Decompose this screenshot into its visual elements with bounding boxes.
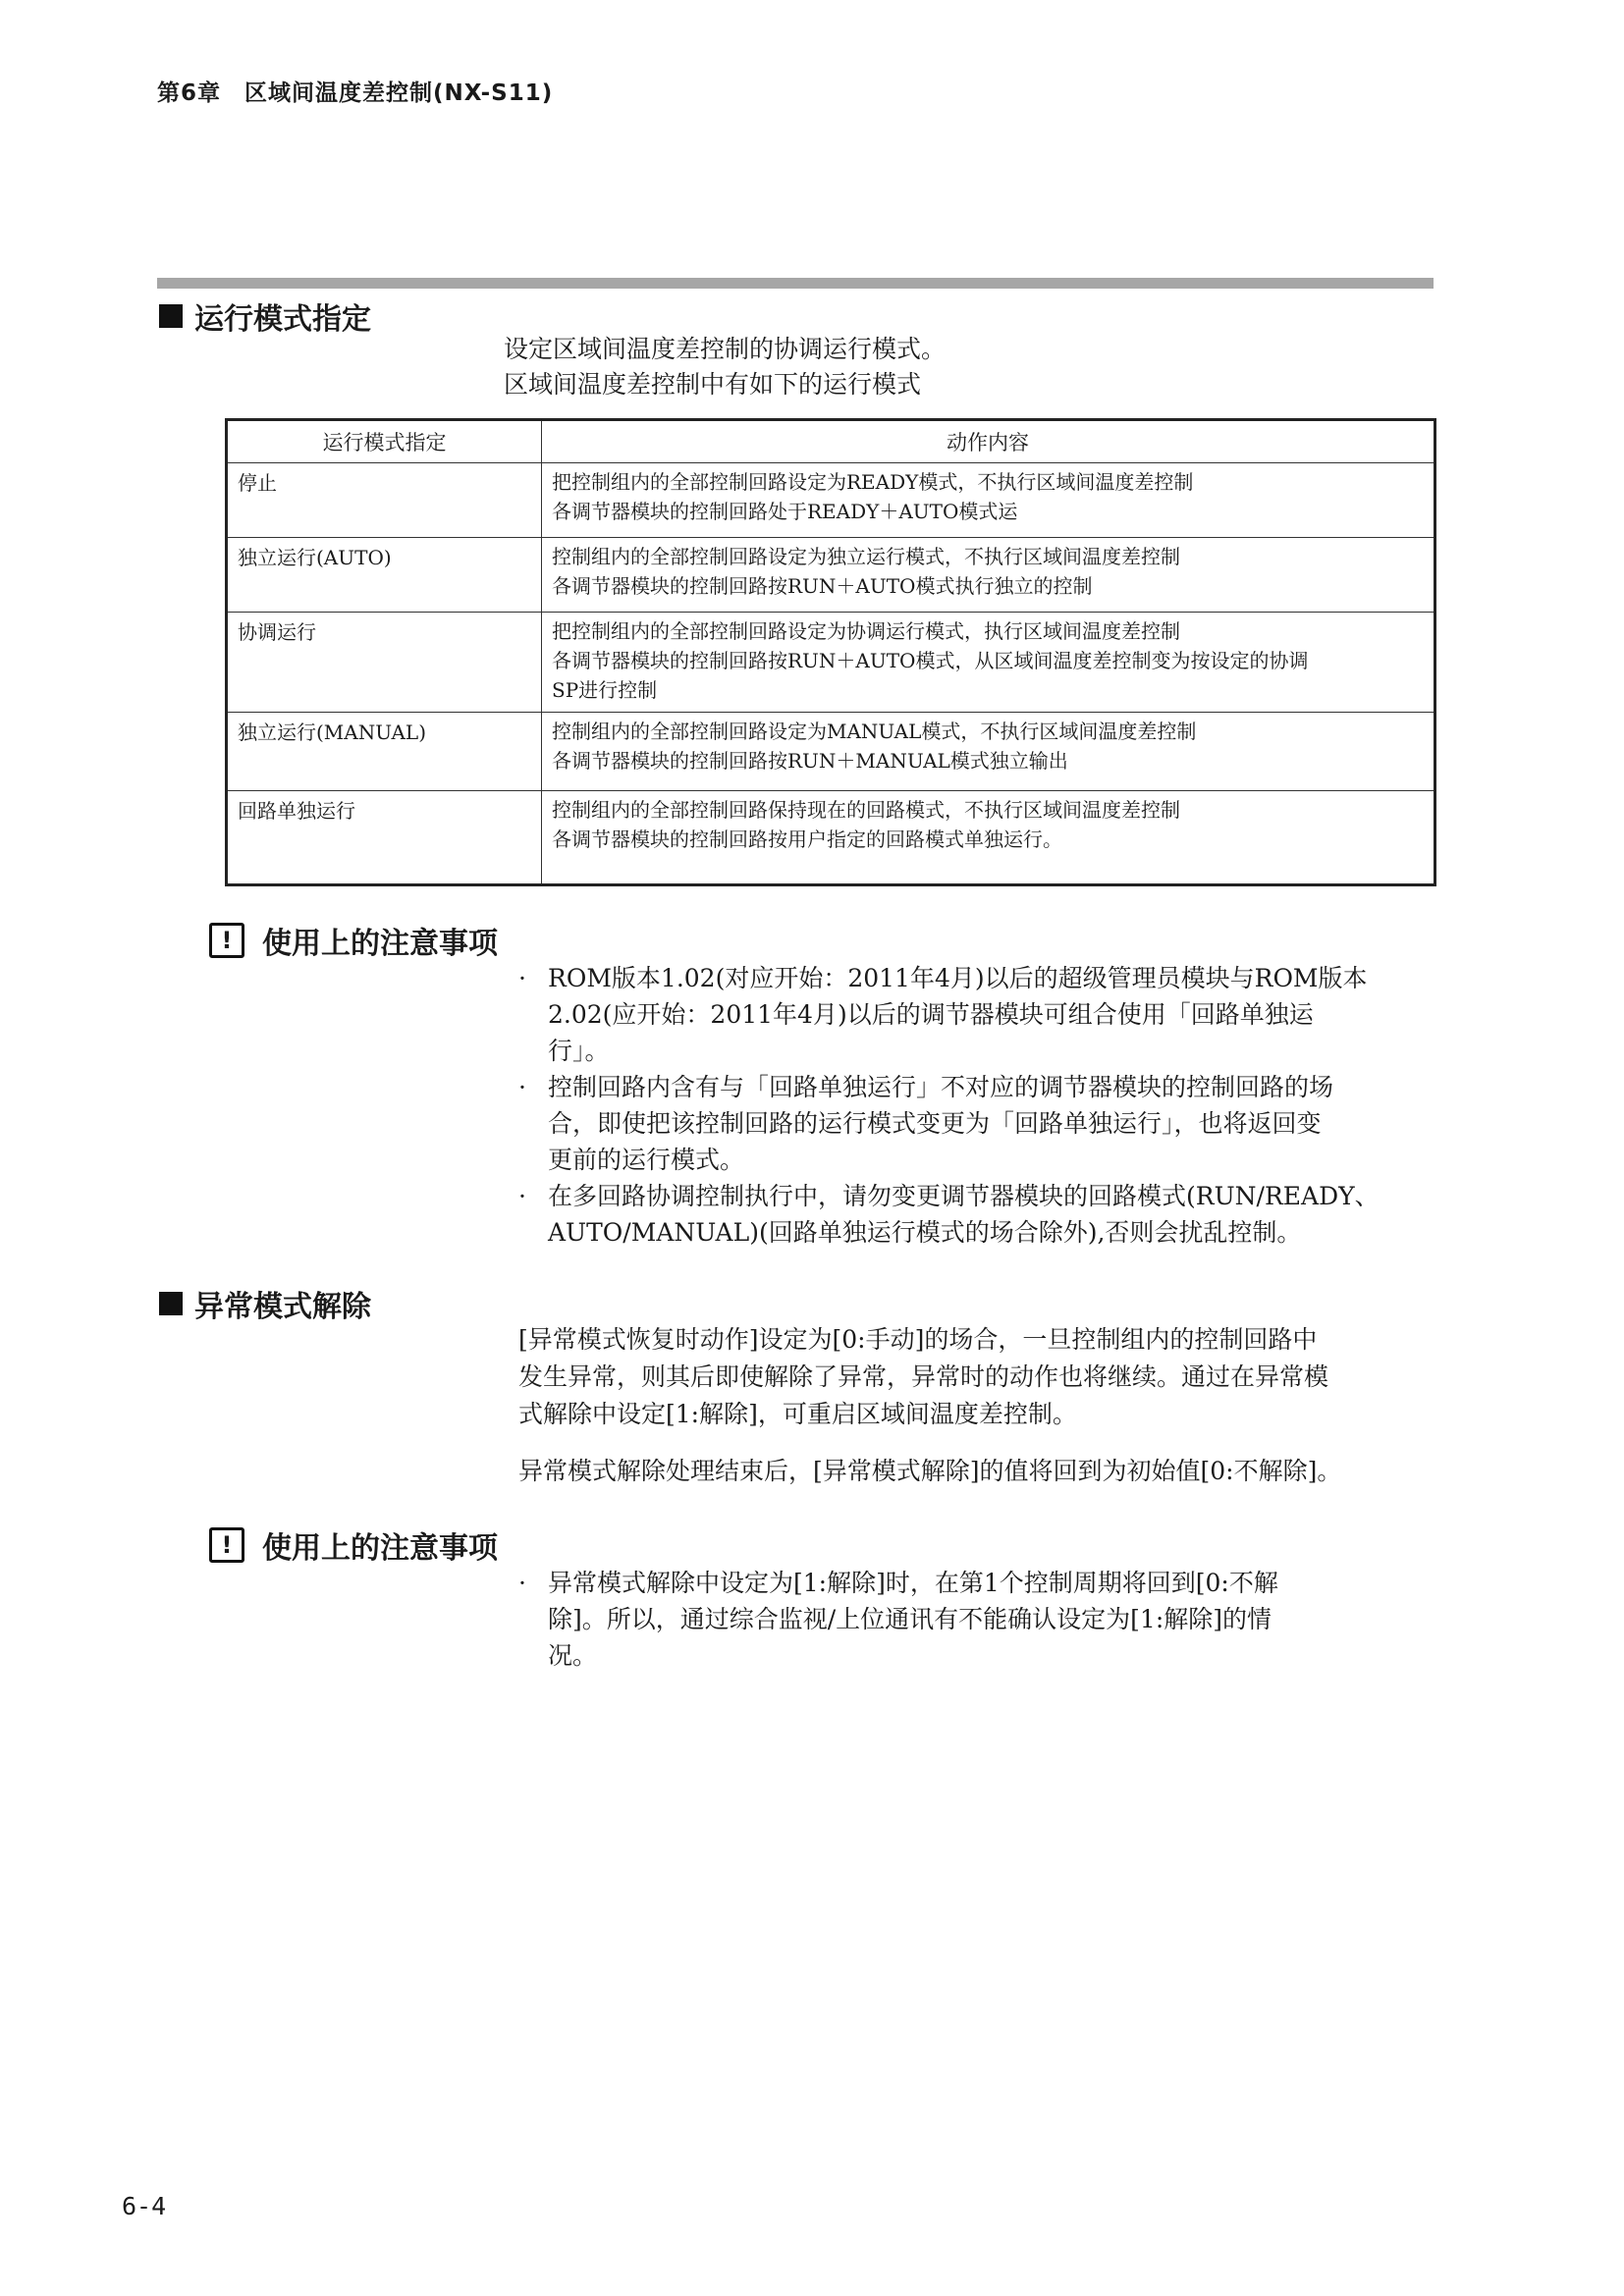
chapter-header: 第6章 区域间温度差控制(NX-S11) [157, 80, 554, 106]
list-item [518, 960, 1441, 1069]
paragraph-line: 式解除中设定[1:解除]，可重启区域间温度差控制。 [518, 1400, 1077, 1428]
table-row [227, 713, 1435, 791]
action-cell [542, 713, 1435, 791]
list-item [518, 1565, 1441, 1674]
bullet-dot: · [518, 1073, 526, 1101]
abnormal-reset-paragraph-2: 异常模式解除处理结束后，[异常模式解除]的值将回到为初始值[0:不解除]。 [518, 1457, 1342, 1485]
caution-list-1 [518, 960, 1441, 1251]
table-header-row [227, 420, 1435, 463]
section-heading-text: 异常模式解除 [194, 1290, 371, 1324]
mode-cell: 停止 [227, 463, 542, 538]
page-number: 6-4 [122, 2192, 167, 2220]
caution-list-2 [518, 1565, 1441, 1674]
list-item-line: 在多回路协调控制执行中，请勿变更调节器模块的回路模式(RUN/READY、 [548, 1182, 1380, 1210]
paragraph-line: 发生异常，则其后即使解除了异常，异常时的动作也将继续。通过在异常模 [518, 1362, 1329, 1391]
action-line: 各调节器模块的控制回路按RUN＋AUTO模式，从区域间温度差控制变为按设定的协调 [552, 649, 1309, 672]
caution-heading-2 [209, 1523, 498, 1567]
list-item [518, 1069, 1441, 1178]
list-item-line: 合，即使把该控制回路的运行模式变更为「回路单独运行」，也将返回变 [548, 1109, 1322, 1138]
action-line: 各调节器模块的控制回路按RUN＋MANUAL模式独立输出 [552, 749, 1068, 773]
action-line: 各调节器模块的控制回路按RUN＋AUTO模式执行独立的控制 [552, 574, 1093, 598]
run-mode-table [225, 418, 1436, 886]
action-line: 控制组内的全部控制回路保持现在的回路模式，不执行区域间温度差控制 [552, 798, 1180, 822]
mode-cell: 回路单独运行 [227, 791, 542, 885]
table-header-mode: 运行模式指定 [227, 420, 542, 463]
list-item-line: 况。 [548, 1641, 598, 1670]
table-row [227, 613, 1435, 713]
mode-cell: 独立运行(MANUAL) [227, 713, 542, 791]
section-heading-run-mode [159, 294, 371, 338]
square-bullet-icon [159, 1292, 183, 1315]
list-item-line: 除]。所以，通过综合监视/上位通讯有不能确认设定为[1:解除]的情 [548, 1605, 1272, 1633]
action-line: SP进行控制 [552, 678, 658, 702]
table-row [227, 538, 1435, 613]
list-item-line: 控制回路内含有与「回路单独运行」不对应的调节器模块的控制回路的场 [548, 1073, 1334, 1101]
section-heading-abnormal-reset [159, 1282, 371, 1325]
list-item-line: ROM版本1.02(对应开始：2011年4月)以后的超级管理员模块与ROM版本 [548, 964, 1368, 992]
square-bullet-icon [159, 304, 183, 328]
list-item-line: 异常模式解除中设定为[1:解除]时，在第1个控制周期将回到[0:不解 [548, 1569, 1278, 1597]
mode-cell: 协调运行 [227, 613, 542, 713]
list-item-line: AUTO/MANUAL)(回路单独运行模式的场合除外),否则会扰乱控制。 [548, 1218, 1302, 1247]
section-divider [157, 278, 1434, 289]
list-item-line: 行」。 [548, 1037, 610, 1065]
caution-heading-1 [209, 919, 498, 962]
list-item [518, 1178, 1441, 1251]
action-line: 控制组内的全部控制回路设定为MANUAL模式，不执行区域间温度差控制 [552, 720, 1197, 743]
bullet-dot: · [518, 964, 526, 992]
section-heading-text: 运行模式指定 [194, 302, 371, 337]
bullet-dot: · [518, 1182, 526, 1210]
section-intro [504, 332, 946, 402]
table-row [227, 463, 1435, 538]
action-cell [542, 463, 1435, 538]
action-line: 把控制组内的全部控制回路设定为协调运行模式，执行区域间温度差控制 [552, 619, 1180, 643]
action-line: 把控制组内的全部控制回路设定为READY模式，不执行区域间温度差控制 [552, 470, 1194, 494]
paragraph-line: [异常模式恢复时动作]设定为[0:手动]的场合，一旦控制组内的控制回路中 [518, 1325, 1318, 1354]
exclamation-icon: ! [209, 923, 244, 958]
table-header-action: 动作内容 [542, 420, 1435, 463]
abnormal-reset-paragraph [518, 1321, 1441, 1433]
intro-line: 设定区域间温度差控制的协调运行模式。 [504, 335, 947, 363]
action-line: 控制组内的全部控制回路设定为独立运行模式，不执行区域间温度差控制 [552, 545, 1180, 568]
action-cell [542, 613, 1435, 713]
caution-heading-text: 使用上的注意事项 [262, 1531, 498, 1566]
list-item-line: 2.02(应开始：2011年4月)以后的调节器模块可组合使用「回路单独运 [548, 1000, 1314, 1029]
table-row [227, 791, 1435, 885]
exclamation-icon: ! [209, 1527, 244, 1563]
list-item-line: 更前的运行模式。 [548, 1146, 745, 1174]
action-line: 各调节器模块的控制回路按用户指定的回路模式单独运行。 [552, 828, 1062, 851]
action-cell [542, 791, 1435, 885]
action-cell [542, 538, 1435, 613]
mode-cell: 独立运行(AUTO) [227, 538, 542, 613]
intro-line: 区域间温度差控制中有如下的运行模式 [504, 370, 922, 399]
bullet-dot: · [518, 1569, 526, 1597]
caution-heading-text: 使用上的注意事项 [262, 927, 498, 961]
action-line: 各调节器模块的控制回路处于READY＋AUTO模式运 [552, 500, 1018, 523]
